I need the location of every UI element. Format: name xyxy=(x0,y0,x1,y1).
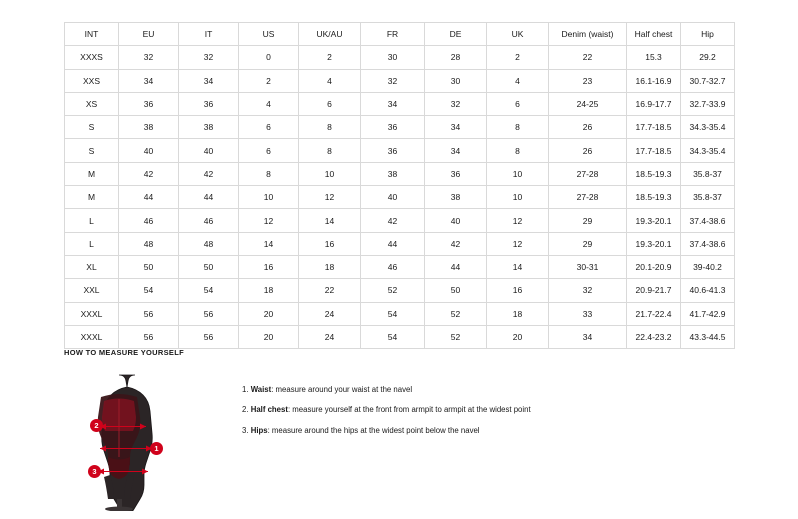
table-cell: 6 xyxy=(487,92,549,115)
table-cell: 42 xyxy=(361,209,425,232)
table-cell: 14 xyxy=(487,255,549,278)
table-row xyxy=(65,279,735,302)
instruction-waist-text: : measure around your waist at the navel xyxy=(271,385,413,394)
size-label-cell: XL xyxy=(65,255,119,278)
table-cell: 0 xyxy=(239,46,299,69)
column-header-uk-au: UK/AU xyxy=(299,23,361,46)
table-row xyxy=(65,69,735,92)
table-cell: 4 xyxy=(299,69,361,92)
table-cell: 29.2 xyxy=(681,46,735,69)
instruction-waist-term: Waist xyxy=(250,385,272,394)
table-cell: 33 xyxy=(549,302,627,325)
table-cell: 24 xyxy=(299,325,361,348)
table-cell: 44 xyxy=(119,186,179,209)
table-row xyxy=(65,46,735,69)
table-row xyxy=(65,92,735,115)
table-cell: 38 xyxy=(425,186,487,209)
table-cell: 48 xyxy=(119,232,179,255)
table-cell: 26 xyxy=(549,139,627,162)
table-cell: 22.4-23.2 xyxy=(627,325,681,348)
how-to-measure-body xyxy=(64,371,764,511)
table-cell: 34 xyxy=(425,116,487,139)
table-cell: 4 xyxy=(239,92,299,115)
table-cell: 34.3-35.4 xyxy=(681,116,735,139)
table-cell: 56 xyxy=(119,302,179,325)
instruction-half-chest-text: : measure yourself at the front from armpit to armpit at the widest point xyxy=(287,405,531,415)
table-cell: 8 xyxy=(239,162,299,185)
column-header-half-chest: Half chest xyxy=(627,23,681,46)
size-label-cell: XXXS xyxy=(65,46,119,69)
table-cell: 20 xyxy=(239,302,299,325)
instruction-half-chest xyxy=(242,405,531,414)
table-cell: 32 xyxy=(119,46,179,69)
table-cell: 2 xyxy=(299,46,361,69)
column-header-it: IT xyxy=(179,23,239,46)
size-chart-table xyxy=(64,22,735,349)
table-cell: 52 xyxy=(425,302,487,325)
bullet-marker-2: 2 xyxy=(90,419,103,432)
how-to-measure-section xyxy=(64,348,764,511)
table-cell: 10 xyxy=(239,186,299,209)
size-label-cell: M xyxy=(65,186,119,209)
table-cell: 36 xyxy=(425,162,487,185)
table-cell: 2 xyxy=(239,69,299,92)
table-cell: 40.6-41.3 xyxy=(681,279,735,302)
table-cell: 21.7-22.4 xyxy=(627,302,681,325)
column-header-us: US xyxy=(239,23,299,46)
table-cell: 18.5-19.3 xyxy=(627,162,681,185)
table-cell: 41.7-42.9 xyxy=(681,302,735,325)
table-cell: 22 xyxy=(549,46,627,69)
table-cell: 54 xyxy=(361,325,425,348)
size-label-cell: XXS xyxy=(65,69,119,92)
table-cell: 30.7-32.7 xyxy=(681,69,735,92)
table-cell: 18 xyxy=(299,255,361,278)
table-cell: 36 xyxy=(179,92,239,115)
table-cell: 18.5-19.3 xyxy=(627,186,681,209)
table-cell: 42 xyxy=(119,162,179,185)
table-cell: 34 xyxy=(179,69,239,92)
table-cell: 20.9-21.7 xyxy=(627,279,681,302)
column-header-eu: EU xyxy=(119,23,179,46)
table-cell: 44 xyxy=(425,255,487,278)
instruction-hips-number: 3. xyxy=(242,425,249,435)
table-cell: 17.7-18.5 xyxy=(627,139,681,162)
table-header-row xyxy=(65,23,735,46)
table-cell: 26 xyxy=(549,116,627,139)
table-cell: 42 xyxy=(179,162,239,185)
column-header-int: INT xyxy=(65,23,119,46)
instruction-hips-text: : measure around the hips at the widest point below the navel xyxy=(267,425,480,435)
table-cell: 32 xyxy=(179,46,239,69)
table-cell: 4 xyxy=(487,69,549,92)
table-cell: 17.7-18.5 xyxy=(627,116,681,139)
instruction-half-chest-term: Half chest xyxy=(250,405,288,415)
table-cell: 38 xyxy=(119,116,179,139)
table-cell: 10 xyxy=(487,162,549,185)
table-cell: 34.3-35.4 xyxy=(681,139,735,162)
table-cell: 24-25 xyxy=(549,92,627,115)
table-cell: 32 xyxy=(425,92,487,115)
size-label-cell: XXXL xyxy=(65,302,119,325)
table-cell: 34 xyxy=(119,69,179,92)
bullet-marker-3: 3 xyxy=(88,465,101,478)
table-cell: 10 xyxy=(299,162,361,185)
size-label-cell: S xyxy=(65,139,119,162)
table-cell: 10 xyxy=(487,186,549,209)
bullet-marker-1: 1 xyxy=(150,442,163,455)
table-cell: 32.7-33.9 xyxy=(681,92,735,115)
table-cell: 40 xyxy=(179,139,239,162)
size-label-cell: L xyxy=(65,232,119,255)
size-label-cell: M xyxy=(65,162,119,185)
table-cell: 36 xyxy=(119,92,179,115)
table-row xyxy=(65,139,735,162)
size-chart-container xyxy=(64,22,734,349)
table-cell: 27-28 xyxy=(549,186,627,209)
size-label-cell: L xyxy=(65,209,119,232)
table-cell: 15.3 xyxy=(627,46,681,69)
table-cell: 40 xyxy=(361,186,425,209)
table-cell: 54 xyxy=(361,302,425,325)
table-cell: 38 xyxy=(361,162,425,185)
instruction-waist xyxy=(242,385,531,394)
table-cell: 48 xyxy=(179,232,239,255)
table-cell: 8 xyxy=(487,139,549,162)
table-row xyxy=(65,116,735,139)
table-header xyxy=(65,23,735,46)
measure-instructions xyxy=(242,371,531,446)
table-cell: 27-28 xyxy=(549,162,627,185)
instruction-hips xyxy=(242,426,531,435)
table-cell: 24 xyxy=(299,302,361,325)
table-cell: 8 xyxy=(299,139,361,162)
table-cell: 22 xyxy=(299,279,361,302)
table-cell: 38 xyxy=(179,116,239,139)
table-cell: 6 xyxy=(239,139,299,162)
instruction-waist-number: 1. xyxy=(242,385,249,394)
table-cell: 52 xyxy=(425,325,487,348)
table-cell: 36 xyxy=(361,116,425,139)
table-cell: 32 xyxy=(361,69,425,92)
table-cell: 23 xyxy=(549,69,627,92)
instruction-half-chest-number: 2. xyxy=(242,405,249,415)
column-header-denim-waist: Denim (waist) xyxy=(549,23,627,46)
table-cell: 40 xyxy=(119,139,179,162)
table-cell: 43.3-44.5 xyxy=(681,325,735,348)
table-row xyxy=(65,209,735,232)
table-cell: 8 xyxy=(487,116,549,139)
measure-arrows-icon xyxy=(64,371,184,511)
table-cell: 44 xyxy=(361,232,425,255)
table-cell: 56 xyxy=(179,325,239,348)
table-cell: 46 xyxy=(119,209,179,232)
table-cell: 16 xyxy=(299,232,361,255)
table-cell: 2 xyxy=(487,46,549,69)
table-cell: 29 xyxy=(549,232,627,255)
table-cell: 16 xyxy=(239,255,299,278)
table-cell: 52 xyxy=(361,279,425,302)
how-to-measure-title: HOW TO MEASURE YOURSELF xyxy=(64,348,184,357)
table-cell: 46 xyxy=(361,255,425,278)
table-cell: 54 xyxy=(179,279,239,302)
table-cell: 30-31 xyxy=(549,255,627,278)
table-cell: 20 xyxy=(487,325,549,348)
column-header-fr: FR xyxy=(361,23,425,46)
table-cell: 30 xyxy=(425,69,487,92)
table-cell: 56 xyxy=(119,325,179,348)
table-body xyxy=(65,46,735,349)
table-row xyxy=(65,186,735,209)
table-cell: 16 xyxy=(487,279,549,302)
table-cell: 35.8-37 xyxy=(681,162,735,185)
table-cell: 19.3-20.1 xyxy=(627,232,681,255)
table-cell: 37.4-38.6 xyxy=(681,232,735,255)
table-cell: 54 xyxy=(119,279,179,302)
table-cell: 20.1-20.9 xyxy=(627,255,681,278)
table-cell: 6 xyxy=(239,116,299,139)
table-cell: 20 xyxy=(239,325,299,348)
column-header-hip: Hip xyxy=(681,23,735,46)
table-cell: 37.4-38.6 xyxy=(681,209,735,232)
table-cell: 35.8-37 xyxy=(681,186,735,209)
size-label-cell: S xyxy=(65,116,119,139)
table-cell: 28 xyxy=(425,46,487,69)
table-cell: 12 xyxy=(299,186,361,209)
table-cell: 46 xyxy=(179,209,239,232)
table-cell: 40 xyxy=(425,209,487,232)
table-cell: 16.9-17.7 xyxy=(627,92,681,115)
table-cell: 18 xyxy=(487,302,549,325)
table-cell: 44 xyxy=(179,186,239,209)
table-cell: 39-40.2 xyxy=(681,255,735,278)
table-cell: 50 xyxy=(179,255,239,278)
table-cell: 18 xyxy=(239,279,299,302)
table-row xyxy=(65,302,735,325)
table-cell: 42 xyxy=(425,232,487,255)
size-label-cell: XXL xyxy=(65,279,119,302)
column-header-de: DE xyxy=(425,23,487,46)
mannequin-figure xyxy=(64,371,184,511)
instruction-hips-term: Hips xyxy=(250,425,268,435)
table-cell: 8 xyxy=(299,116,361,139)
table-row xyxy=(65,325,735,348)
table-cell: 50 xyxy=(119,255,179,278)
size-label-cell: XXXL xyxy=(65,325,119,348)
table-row xyxy=(65,255,735,278)
table-cell: 50 xyxy=(425,279,487,302)
table-cell: 12 xyxy=(239,209,299,232)
column-header-uk: UK xyxy=(487,23,549,46)
table-cell: 34 xyxy=(425,139,487,162)
table-cell: 30 xyxy=(361,46,425,69)
table-cell: 29 xyxy=(549,209,627,232)
table-cell: 56 xyxy=(179,302,239,325)
table-cell: 36 xyxy=(361,139,425,162)
table-cell: 14 xyxy=(299,209,361,232)
table-cell: 34 xyxy=(361,92,425,115)
table-row xyxy=(65,162,735,185)
table-cell: 16.1-16.9 xyxy=(627,69,681,92)
table-cell: 32 xyxy=(549,279,627,302)
table-cell: 12 xyxy=(487,232,549,255)
table-cell: 6 xyxy=(299,92,361,115)
table-cell: 12 xyxy=(487,209,549,232)
table-cell: 34 xyxy=(549,325,627,348)
table-cell: 14 xyxy=(239,232,299,255)
size-label-cell: XS xyxy=(65,92,119,115)
table-cell: 19.3-20.1 xyxy=(627,209,681,232)
table-row xyxy=(65,232,735,255)
